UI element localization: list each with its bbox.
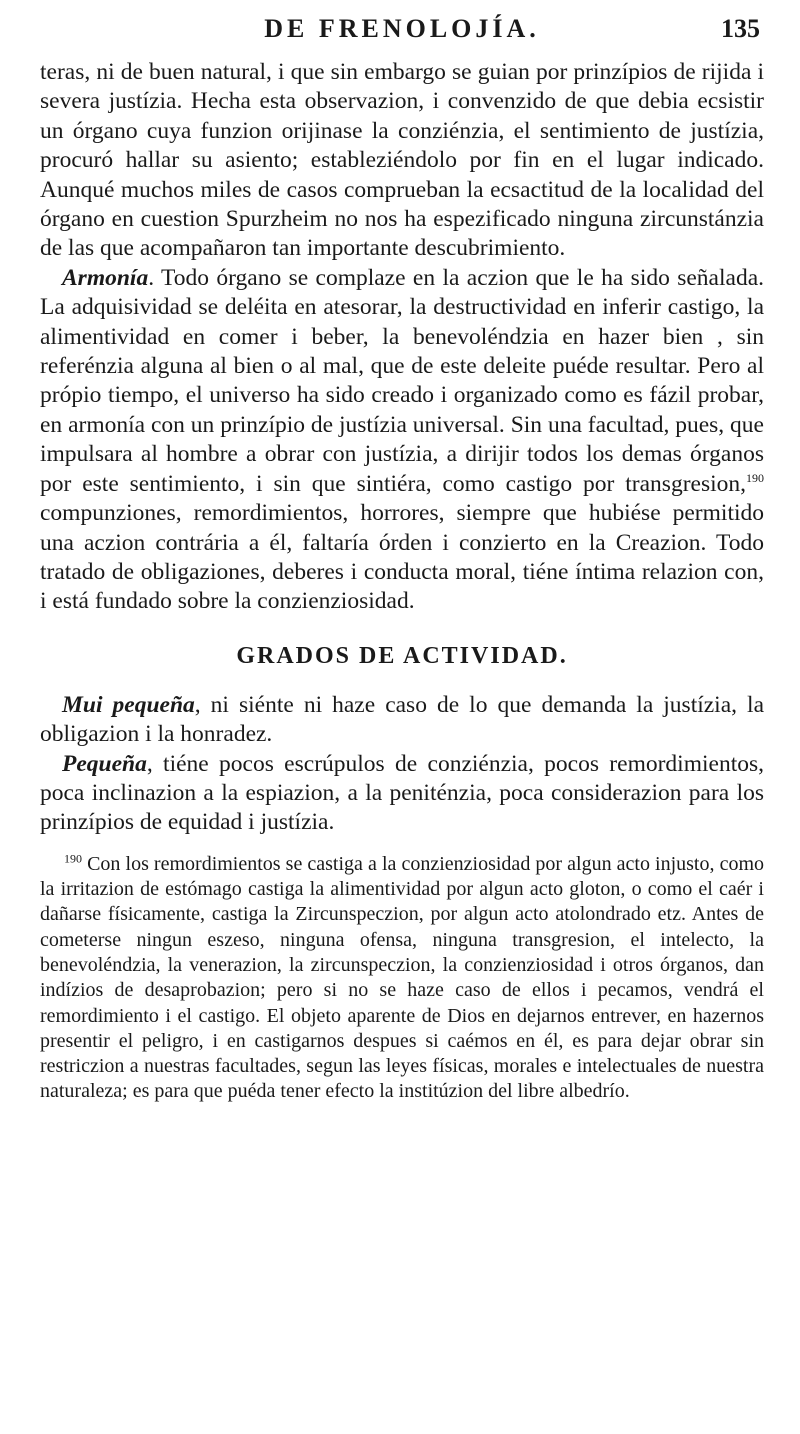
paragraph-continuation: teras, ni de buen natural, i que sin embargo se guian por prinzípios de rijida i severa justízia. Hecha esta observazion, i convenzido de que debia ecsistir un órgano cuya funzion orijinase la conziénzia, el sentimiento de justízia, procuró hallar su asiento; estableziéndolo por fin en el lugar indicado. Aunqué muchos miles de casos comprueban la ecsactitud de la localidad del órgano en cuestion Spurzheim no nos ha espezificado ninguna zircunstánzia de las que acompañaron tan importante descubrimiento. (40, 59, 764, 262)
degree-small (40, 750, 764, 838)
term-armonia: Armonía (62, 264, 149, 291)
paragraph-armonia-text-a: . Todo órgano se complaze en la aczion que le ha sido señalada. La adquisividad se deléita en atesorar, la destructividad en inferir castigo, la alimentividad en comer i beber, la benevoléndzia en hazer bien , sin referénzia alguna al bien o al mal, que de este deleite puéde resultar. Pero al própio tiempo, el universo ha sido creado i organizado como es fázil probar, en armonía con un prinzípio de justízia universal. Sin una facultad, pues, que impulsara al hombre a obrar con justízia, a dirijir todos los demas órganos por este sentimiento, i sin que sintiéra, como castigo por transgresion, (40, 264, 764, 497)
footnote-text: Con los remordimientos se castiga a la conzienziosidad por algun acto injusto, como la irritazion de estómago castiga la alimentividad por algun acto gloton, o como el caér i dañarse físicamente, castiga la Zircunspeczion, por algun acto atolondrado etz. Antes de cometerse ningun eszeso, ninguna ofensa, ninguna transgresion, el intelecto, la benevoléndzia, la venerazion, la zircunspeczion, la conzienziosidad i otros órganos, dan indízios de desaprobazion; pero si no se haze caso de ellos i pecamos, vendrá el remordimiento i el castigo. El objeto aparente de Dios en dejarnos entrever, en hazernos presentir el peligro, i en castigarnos despues si caémos en él, es para dejar obrar sin restriczion a nuestras facultades, segun las leyes físicas, morales e intelectuales de nuestra naturaleza; es para que puéda tener efecto la institúzion del libre albedrío. (40, 852, 765, 1103)
degree-very-small (40, 691, 764, 750)
page-number: 135 (721, 14, 760, 43)
running-title: DE FRENOLOJÍA. (264, 14, 540, 43)
term-mui-pequena: Mui pequeña (62, 691, 195, 718)
footnote (40, 852, 764, 1105)
footnote-number: 190 (64, 851, 82, 866)
section-heading: GRADOS DE ACTIVIDAD. (236, 642, 568, 669)
footnote-reference: 190 (746, 470, 764, 485)
paragraph-armonia (40, 264, 764, 617)
degree-small-text: , tiéne pocos escrúpulos de conziénzia, pocos remordimientos, poca inclinazion a la espiazion, a la peniténzia, poca considerazion para los prinzípios de equidad i justízia. (40, 750, 764, 836)
term-pequena: Pequeña (62, 750, 147, 777)
degree-very-small-text: , ni siénte ni haze caso de lo que demanda la justízia, la obligazion i la honradez. (40, 691, 765, 748)
running-header (40, 0, 764, 58)
paragraph-armonia-text-b: compunziones, remordimientos, horrores, siempre que hubiése permitido una aczion contrária a él, faltaría órden i conzierto en la Creazion. Todo tratado de obligaziones, deberes i conducta moral, tiéne íntima relazion con, i está fundado sobre la conzienziosidad. (40, 500, 764, 615)
